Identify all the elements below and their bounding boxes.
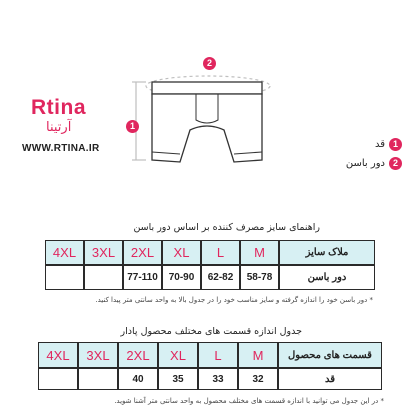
size-header: L	[201, 240, 240, 265]
marker-height: 1	[126, 120, 139, 133]
size-header: 4XL	[38, 342, 78, 368]
row-label: قد	[278, 368, 382, 390]
marker-hip: 2	[203, 57, 216, 70]
row-label: دور باسن	[279, 265, 375, 290]
table-cell	[78, 368, 118, 390]
table-cell	[84, 265, 123, 290]
table1-note: * دور باسن خود را اندازه گرفته و سایز مناسب خود را در جدول بالا به واحد سانتی متر پیدا کنید.	[95, 296, 373, 304]
size-header: M	[238, 342, 278, 368]
table2-caption: جدول اندازه قسمت های مختلف محصول پادار	[120, 326, 302, 337]
size-header: 4XL	[45, 240, 84, 265]
legend-badge: 2	[389, 157, 402, 170]
table-cell	[38, 368, 78, 390]
shorts-diagram	[118, 52, 298, 192]
table-cell	[45, 265, 84, 290]
table-cell: 40	[118, 368, 158, 390]
size-header: 3XL	[84, 240, 123, 265]
waistband	[152, 82, 262, 94]
table-cell: 77-110	[123, 265, 162, 290]
shorts-body	[152, 94, 262, 162]
table2-note: * در این جدول می توانید با اندازه قسمت های مختلف محصول به واحد سانتی متر آشنا شوید.	[114, 397, 384, 405]
legend-label: قد	[374, 139, 385, 150]
table-cell: 70-90	[162, 265, 201, 290]
table-cell: 58-78	[240, 265, 279, 290]
legend-label: دور باسن	[345, 158, 385, 169]
table1-caption: راهنمای سایز مصرف کننده بر اساس دور باسن	[133, 222, 320, 233]
size-table-hip	[45, 240, 375, 290]
table-cell: 35	[158, 368, 198, 390]
legend-badge: 1	[389, 138, 402, 151]
size-header: 3XL	[78, 342, 118, 368]
table-cell: 33	[198, 368, 238, 390]
size-header: XL	[158, 342, 198, 368]
row-header-label: ملاک سایز	[279, 240, 375, 265]
size-header: 2XL	[123, 240, 162, 265]
table-cell: 62-82	[201, 265, 240, 290]
legend-item-height	[375, 138, 402, 151]
brand-url: WWW.RTINA.IR	[22, 143, 100, 154]
row-header-label: قسمت های محصول	[278, 342, 382, 368]
size-header: 2XL	[118, 342, 158, 368]
size-header: L	[198, 342, 238, 368]
brand-name-en: Rtina	[31, 96, 86, 119]
size-header: XL	[162, 240, 201, 265]
size-header: M	[240, 240, 279, 265]
legend-item-hip	[346, 157, 402, 170]
size-table-product	[38, 342, 382, 390]
table-cell: 32	[238, 368, 278, 390]
brand-name-fa: آرتینا	[46, 120, 72, 135]
